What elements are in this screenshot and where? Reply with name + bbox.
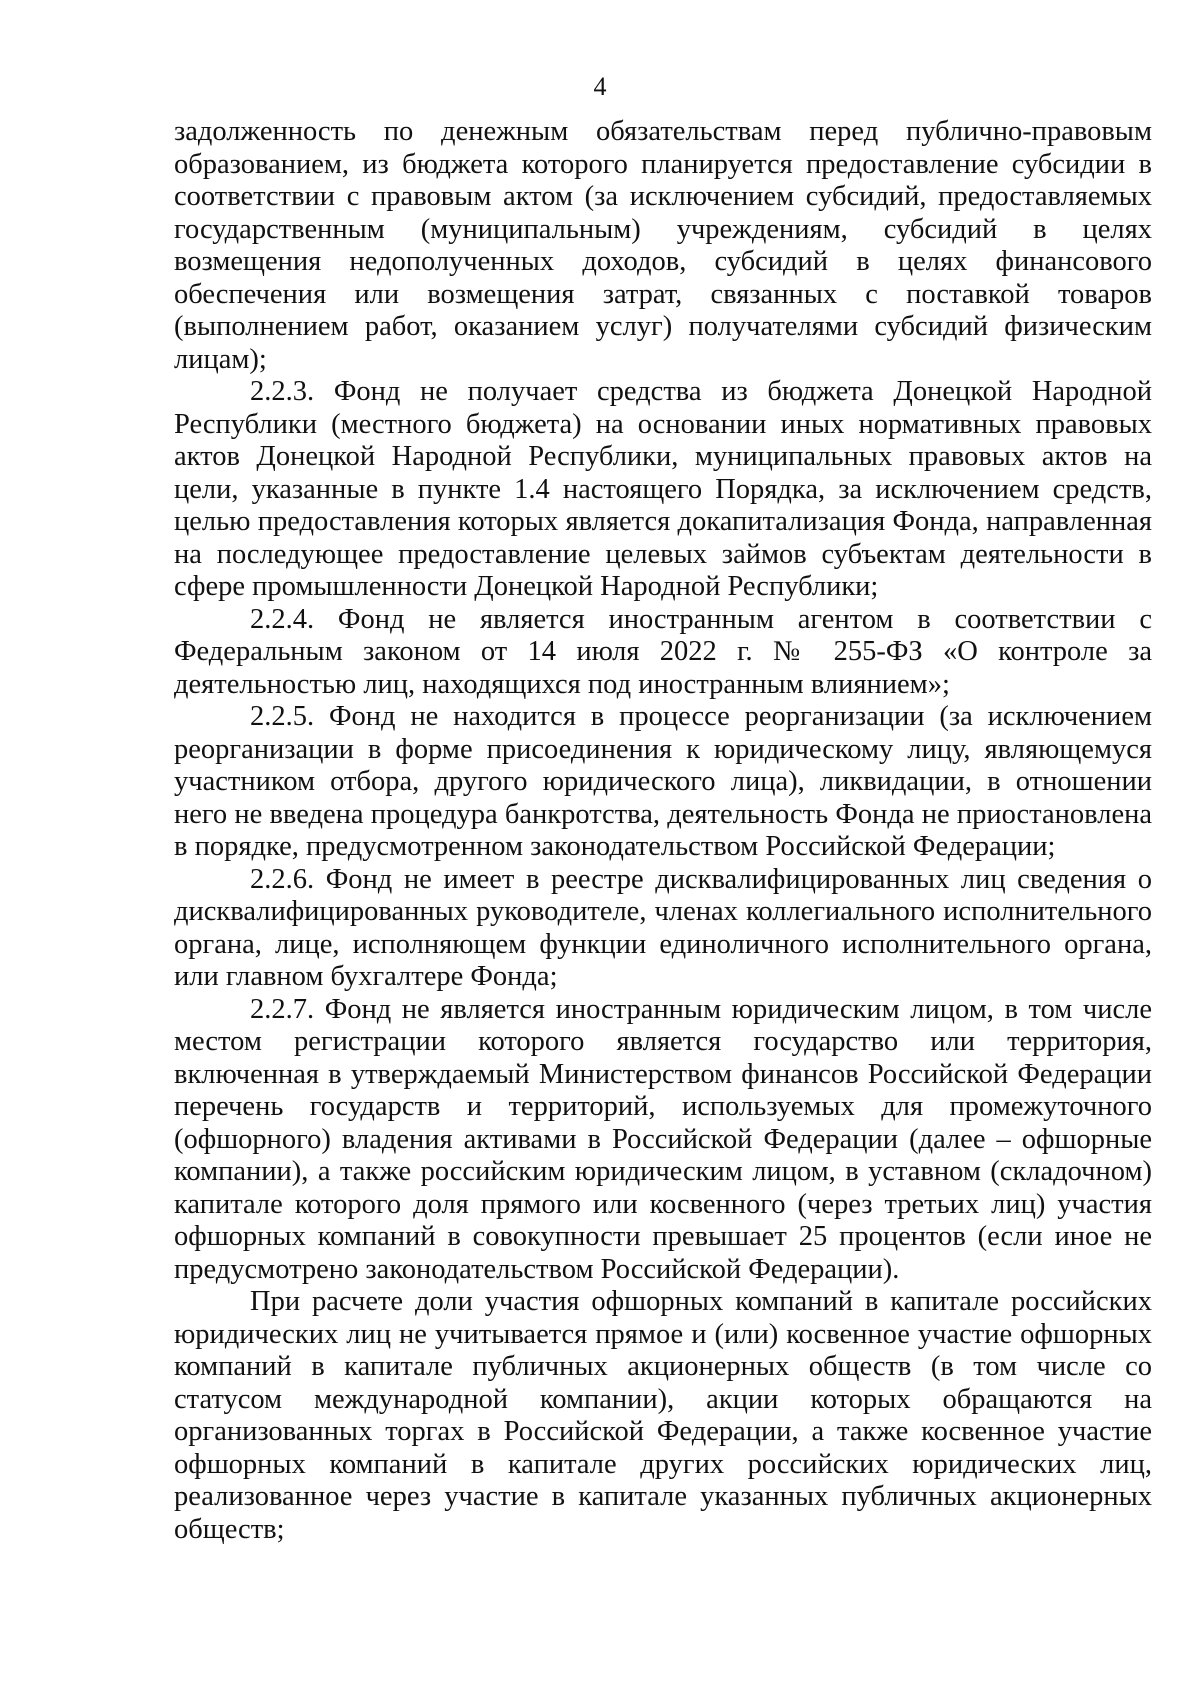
paragraph-2-2-5: 2.2.5. Фонд не находится в процессе реорганизации (за исключением реорганизации в форме присоединения к юридическому лицу, являющемуся участником отбора, другого юридического лица), ликвидации, в отношении него не введена процедура банкротства, деятельность Фонда не приостановлена в порядке, предусмотренном законодательством Российской Федерации; xyxy=(174,701,1152,862)
paragraph-2-2-7: 2.2.7. Фонд не является иностранным юридическим лицом, в том числе местом регистрации которого является государство или территория, включенная в утверждаемый Министерством финансов Российской Федерации перечень государств и территорий, используемых для промежуточного (офшорного) владения активами в Российской Федерации (далее – офшорные компании), а также российским юридическим лицом, в уставном (складочном) капитале которого доля прямого или косвенного (через третьих лиц) участия офшорных компаний в совокупности превышает 25 процентов (если иное не предусмотрено законодательством Российской Федерации). xyxy=(174,993,1152,1285)
paragraph-continuation: задолженность по денежным обязательствам перед публично-правовым образованием, из бюджета которого планируется предоставление субсидии в соответствии с правовым актом (за исключением субсидий, предоставляемых государственным (муниципальным) учреждениям, субсидий в целях возмещения недополученных доходов, субсидий в целях финансового обеспечения или возмещения затрат, связанных с поставкой товаров (выполнением работ, оказанием услуг) получателями субсидий физическим лицам); xyxy=(174,116,1152,375)
paragraph-2-2-3: 2.2.3. Фонд не получает средства из бюджета Донецкой Народной Республики (местного бюджета) на основании иных нормативных правовых актов Донецкой Народной Республики, муниципальных правовых актов на цели, указанные в пункте 1.4 настоящего Порядка, за исключением средств, целью предоставления которых является докапитализация Фонда, направленная на последующее предоставление целевых займов субъектам деятельности в сфере промышленности Донецкой Народной Республики; xyxy=(174,376,1152,602)
page-number: 4 xyxy=(593,72,607,101)
paragraph-2-2-4: 2.2.4. Фонд не является иностранным агентом в соответствии с Федеральным законом от 14 июля 2022 г. № 255-ФЗ «О контроле за деятельностью лиц, находящихся под иностранным влиянием»; xyxy=(174,603,1152,700)
document-body xyxy=(174,116,1152,1546)
paragraph-2-2-6: 2.2.6. Фонд не имеет в реестре дисквалифицированных лиц сведения о дисквалифицированных руководителе, членах коллегиального исполнительного органа, лице, исполняющем функции единоличного исполнительного органа, или главном бухгалтере Фонда; xyxy=(174,863,1152,992)
paragraph-offshore-calculation: При расчете доли участия офшорных компаний в капитале российских юридических лиц не учитывается прямое и (или) косвенное участие офшорных компаний в капитале публичных акционерных обществ (в том числе со статусом международной компании), акции которых обращаются на организованных торгах в Российской Федерации, а также косвенное участие офшорных компаний в капитале других российских юридических лиц, реализованное через участие в капитале указанных публичных акционерных обществ; xyxy=(174,1286,1152,1545)
